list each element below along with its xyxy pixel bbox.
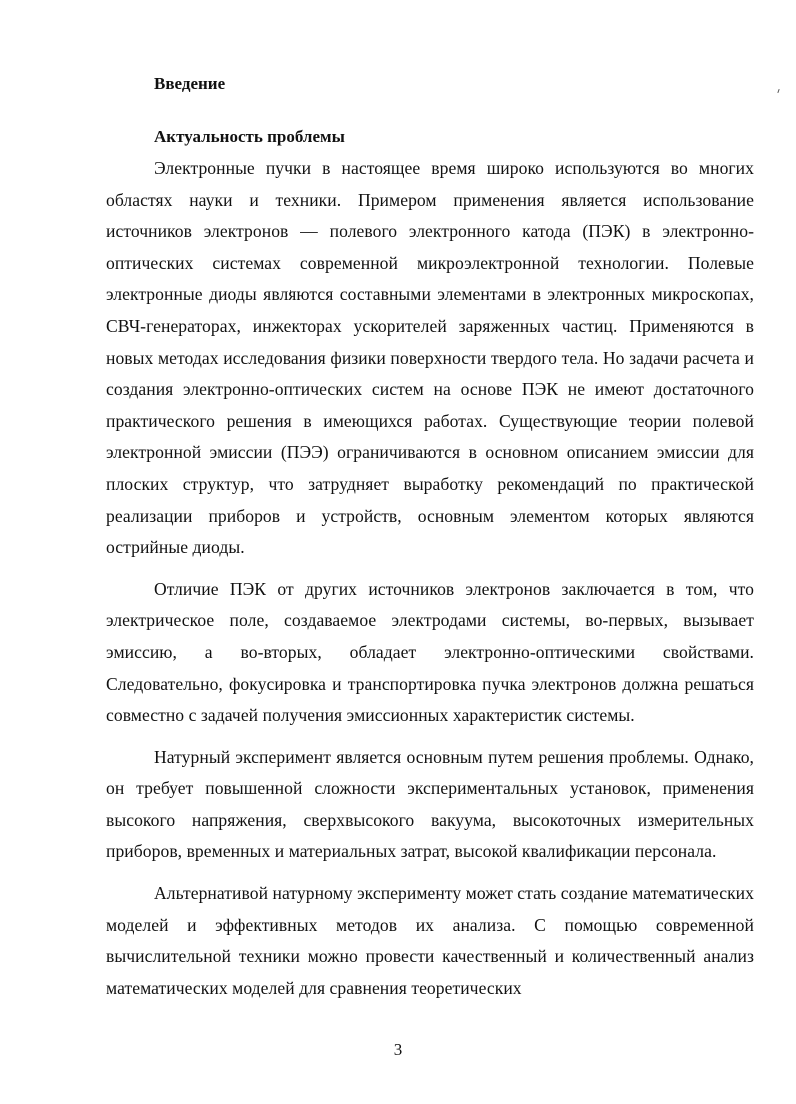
paragraph-mathematical-models: Альтернативой натурному эксперименту может стать создание математических моделей и эффективных методов их анализа. С помощью современной вычислительной техники можно провести качественный и количественный анализ математических моделей для сравнения теоретических [106, 883, 754, 998]
paragraph-natural-experiment: Натурный эксперимент является основным путем решения проблемы. Однако, он требует повышенной сложности экспериментальных установок, применения высокого напряжения, сверхвысокого вакуума, высокоточных измерительных приборов, временных и материальных затрат, высокой квалификации персонала. [106, 746, 754, 862]
scan-speck [777, 89, 779, 93]
paragraph-field-cathode-difference: Отличие ПЭК от других источников электронов заключается в том, что электрическое поле, создаваемое электродами системы, во-первых, вызывает эмиссию, а во-вторых, обладает электронно-оптическими свойствами. Следовательно, фокусировка и транспортировка пучка электронов должна решаться совместно с задачей получения эмиссионных характеристик системы. [106, 578, 754, 726]
section-heading: Актуальность проблемы [154, 127, 345, 146]
page-number: 3 [393, 1040, 403, 1059]
paragraph-relevance: Электронные пучки в настоящее время широко используются во многих областях науки и техники. Примером применения является использование источников электронов — полевого электронного катода (ПЭК) в электронно-оптических системах современной микроэлектронной технологии. Полевые электронные диоды являются составными элементами в электронных микроскопах, СВЧ-генераторах, инжекторах ускорителей заряженных частиц. Применяются в новых методах исследования физики поверхности твердого тела. Но задачи расчета и создания электронно-оптических систем на основе ПЭК не имеют достаточного практического решения в имеющихся работах. Существующие теории полевой электронной эмиссии (ПЭЭ) ограничиваются в основном описанием эмиссии для плоских структур, что затрудняет выработку рекомендаций по практической реализации приборов и устройств, основным элементом которых являются острийные диоды. [106, 158, 754, 558]
document-page [106, 72, 754, 1004]
chapter-title: Введение [154, 74, 226, 93]
